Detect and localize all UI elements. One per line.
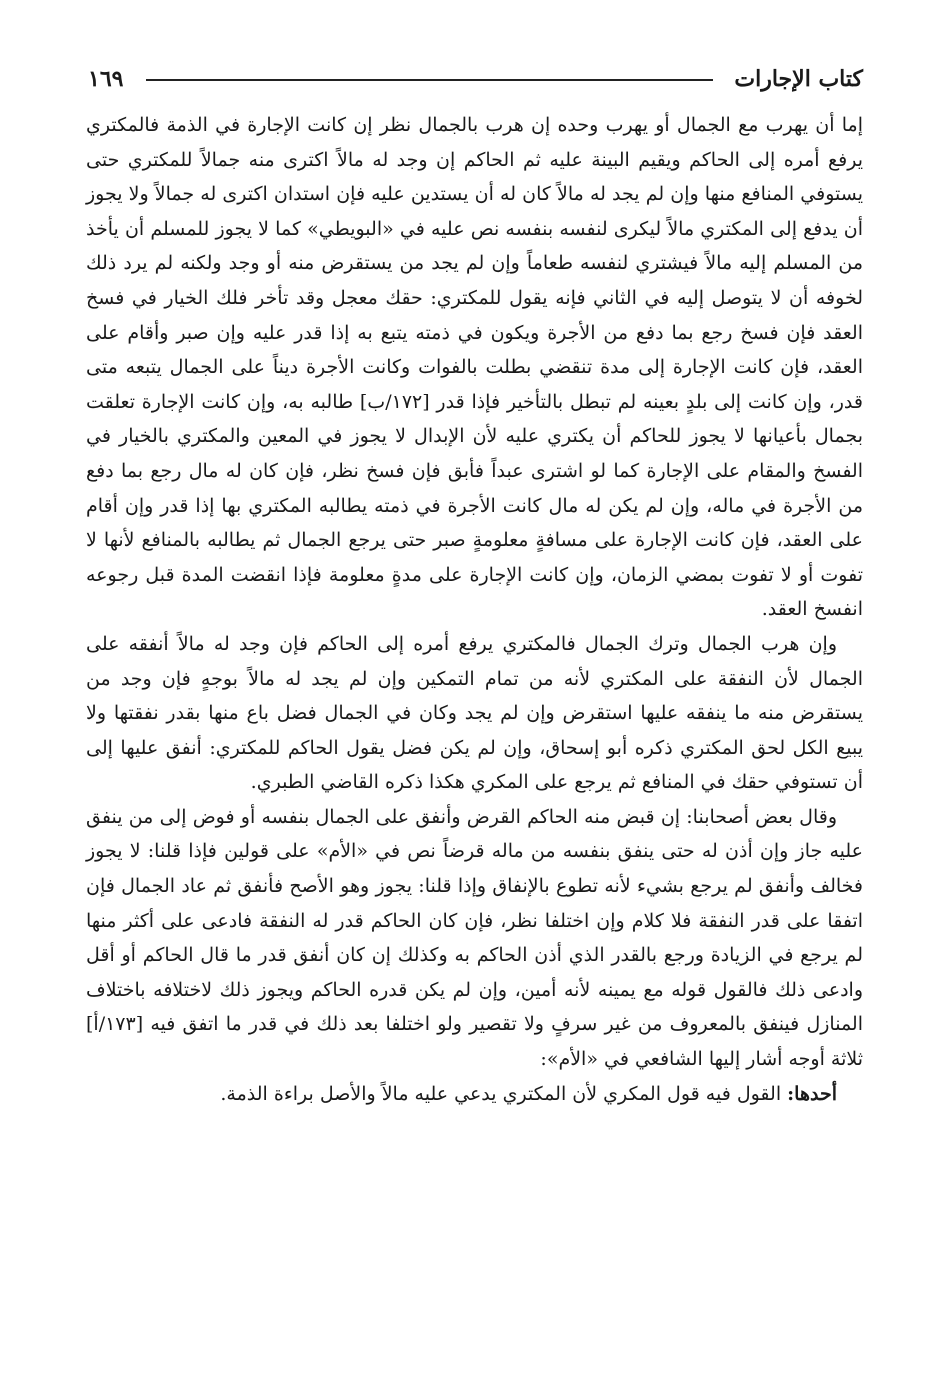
paragraph: إما أن يهرب مع الجمال أو يهرب وحده إن هرب بالجمال نظر إن كانت الإجارة في الذمة فالمكتري يرفع أمره إلى الحاكم ويقيم البينة عليه ثم الحاكم إن وجد له مالاً اكترى منه جمالاً للمكتري حتى يستوفي المنافع منها وإن لم يجد له مالاً كان له أن يستدين عليه فإن استدان اكترى له جمالاً ولا يجوز أن يدفع إلى المكتري مالاً ليكرى لنفسه بنفسه نص عليه في «البويطي» كما لا يجوز للمسلم أن يأخذ من المسلم إليه مالاً فيشتري لنفسه طعاماً وإن لم يجد من يستقرض منه أو وجد ولكنه لم يرد ذلك لخوفه أن لا يتوصل إليه في الثاني فإنه يقول للمكتري: حقك معجل وقد تأخر فلك الخيار في فسخ العقد فإن فسخ رجع بما دفع من الأجرة ويكون في ذمته يتبع به إذا قدر عليه وإن صبر وأقام على العقد، فإن كانت الإجارة إلى مدة تنقضي بطلت بالفوات وكانت الأجرة ديناً على الجمال يتبعه متى قدر، وإن كانت إلى بلدٍ بعينه لم تبطل بالتأخير فإذا قدر [١٧٢/ب] طالبه به، وإن كانت الإجارة تعلقت بجمال بأعيانها لا يجوز للحاكم أن يكتري عليه لأن الإبدال لا يجوز في المعين والمكتري بالخيار في الفسخ والمقام على الإجارة كما لو اشترى عبداً فأبق فإن فسخ نظر، فإن كان له مال رجع بما دفع من الأجرة في ماله، وإن لم يكن له مال كانت الأجرة في ذمته يطالبه المكتري بها إذا قدر وإن أقام على العقد، فإن كانت الإجارة على مسافةٍ معلومةٍ صبر حتى يرجع الجمال ثم يطالبه بالمنافع لأنها لا تفوت أو لا تفوت بمضي الزمان، وإن كانت الإجارة على مدةٍ معلومة فإذا انقضت المدة قبل رجوعه انفسخ العقد.: [86, 114, 863, 621]
page-number: ١٦٩: [88, 66, 124, 92]
paragraph: وقال بعض أصحابنا: إن قبض منه الحاكم القرض وأنفق على الجمال بنفسه أو فوض إلى من ينفق عليه جاز وإن أذن له حتى ينفق بنفسه من ماله قرضاً نص في «الأم» على قولين فإذا قلنا: لا يجوز فخالف وأنفق لم يرجع بشيء لأنه تطوع بالإنفاق وإذا قلنا: يجوز وهو الأصح فأنفق ثم عاد الجمال فإن اتفقا على قدر النفقة فلا كلام وإن اختلفا نظر، فإن كان الحاكم قدر له النفقة فادعى على أكثر منها لم يرجع في الزيادة ورجع بالقدر الذي أذن الحاكم به وكذلك إن كان أنفق قدر ما قال الحاكم أو أقل وادعى ذلك فالقول قوله مع يمينه لأنه أمين، وإن لم يكن قدره الحاكم ويجوز ذلك لاختلافه باختلاف المنازل فينفق بالمعروف من غير سرفٍ ولا تقصير ولو اختلفا بعد ذلك في قدر ما اتفق فيه [١٧٣/أ] ثلاثة أوجه أشار إليها الشافعي في «الأم»:: [86, 805, 863, 1071]
running-title: كتاب الإجارات: [734, 66, 863, 92]
main-text: [86, 108, 863, 1111]
paragraph: [86, 1077, 863, 1112]
paragraph-text: القول فيه قول المكري لأن المكتري يدعي عليه مالاً والأصل براءة الذمة.: [220, 1082, 782, 1105]
paragraph-lead: أحدها:: [787, 1082, 837, 1105]
header-rule: [146, 79, 713, 81]
paragraph: وإن هرب الجمال وترك الجمال فالمكتري يرفع أمره إلى الحاكم فإن وجد له مالاً أنفقه على الجمال لأن النفقة على المكتري لأنه من تمام التمكين وإن لم يجد له مالاً بوجهٍ فإن وجد من يستقرض منه ما ينفقه عليها استقرض وإن لم يجد وكان في الجمال فضل باع منها بقدر نفقتها ولا يبيع الكل لحق المكتري ذكره أبو إسحاق، وإن لم يكن فضل يقول الحاكم للمكتري: أنفق عليها إلى أن تستوفي حقك في المنافع ثم يرجع على المكري هكذا ذكره القاضي الطبري.: [86, 632, 863, 794]
page-header: [88, 62, 863, 102]
